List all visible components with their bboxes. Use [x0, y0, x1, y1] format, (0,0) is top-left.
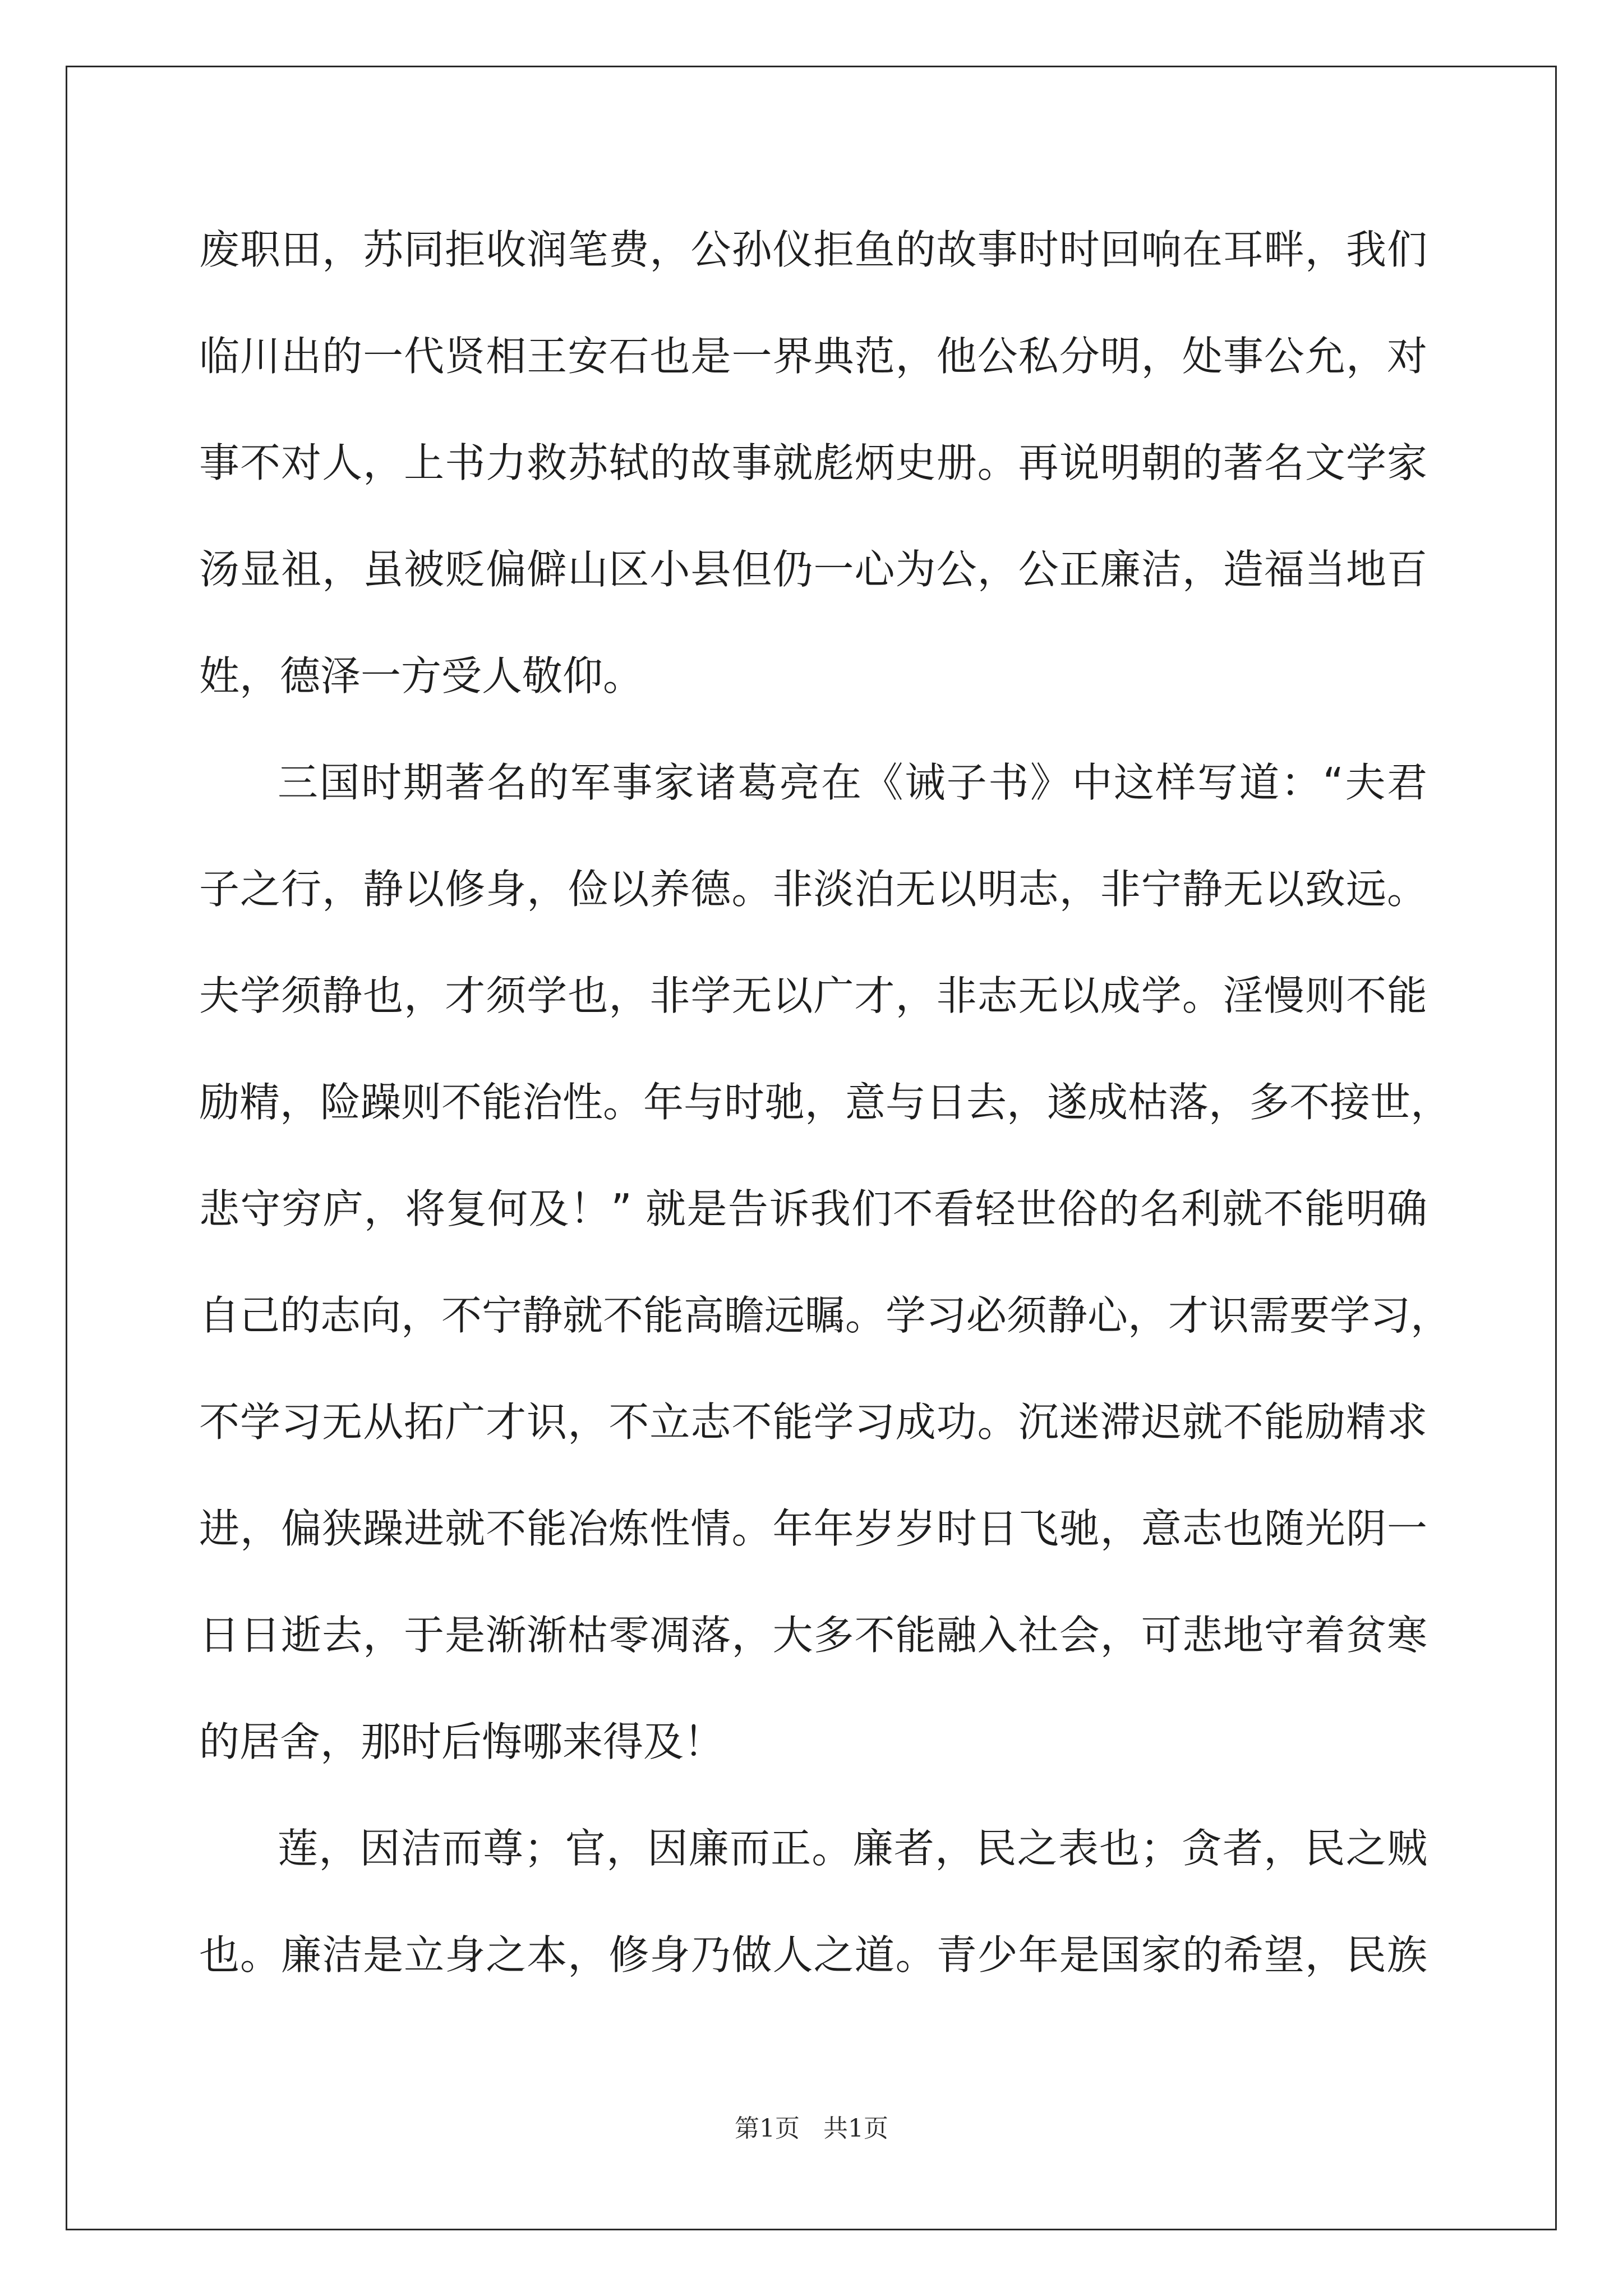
text-line: 也。廉洁是立身之本，修身乃做人之道。青少年是国家的希望，民族: [199, 1931, 1427, 1978]
text-line: 子之行，静以修身，俭以养德。非淡泊无以明志，非宁静无以致远。: [199, 866, 1427, 913]
text-line: 三国时期著名的军事家诸葛亮在《诫子书》中这样写道：“夫君: [278, 759, 1427, 806]
text-line: 莲，因洁而尊；官，因廉而正。廉者，民之表也；贪者，民之贼: [278, 1825, 1427, 1872]
text-line: 进，偏狭躁进就不能冶炼性情。年年岁岁时日飞驰，意志也随光阴一: [199, 1505, 1427, 1552]
page-number: 第1页 共1页: [735, 2114, 888, 2143]
text-line: 姓，德泽一方受人敬仰。: [199, 652, 644, 700]
text-line: 夫学须静也，才须学也，非学无以广才，非志无以成学。淫慢则不能: [199, 972, 1427, 1019]
text-line: 自己的志向，不宁静就不能高瞻远瞩。学习必须静心，才识需要学习，: [199, 1292, 1451, 1339]
text-line: 励精，险躁则不能治性。年与时驰，意与日去，遂成枯落，多不接世，: [199, 1079, 1451, 1126]
text-line: 临川出的一代贤相王安石也是一界典范，他公私分明，处事公允，对: [199, 333, 1427, 380]
text-line: 的居舍，那时后悔哪来得及！: [199, 1718, 725, 1765]
text-line: 悲守穷庐，将复何及！” 就是告诉我们不看轻世俗的名利就不能明确: [199, 1185, 1427, 1232]
text-line: 事不对人，上书力救苏轼的故事就彪炳史册。再说明朝的著名文学家: [199, 439, 1427, 486]
text-line: 汤显祖，虽被贬偏僻山区小县但仍一心为公，公正廉洁，造福当地百: [199, 546, 1427, 593]
text-line: 不学习无从拓广才识，不立志不能学习成功。沉迷滞迟就不能励精求: [199, 1398, 1427, 1446]
text-line: 废职田，苏同拒收润笔费，公孙仪拒鱼的故事时时回响在耳畔，我们: [199, 226, 1427, 273]
text-line: 日日逝去，于是渐渐枯零凋落，大多不能融入社会，可悲地守着贫寒: [199, 1612, 1427, 1659]
page-border: [66, 66, 1557, 2230]
